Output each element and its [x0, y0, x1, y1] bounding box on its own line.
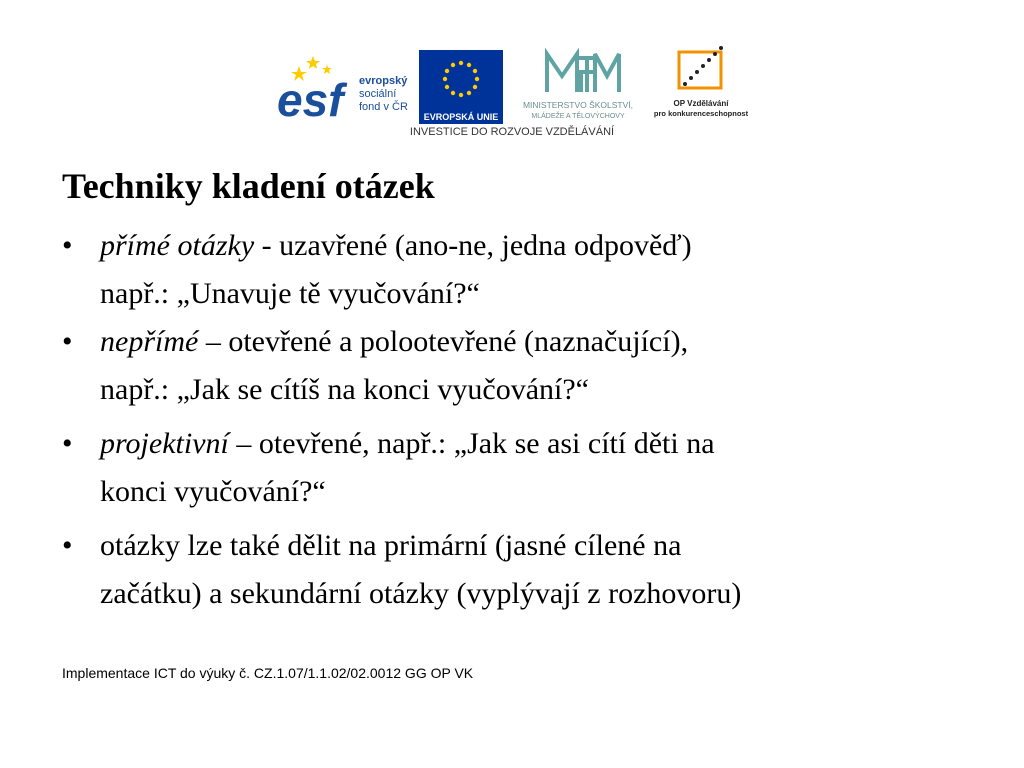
bullet-text-cont: konci vyučování?“ [100, 475, 326, 508]
bullet-dot-icon: • [62, 229, 73, 262]
bullet-dot-icon: • [62, 325, 73, 358]
footer-text: Implementace ICT do výuky č. CZ.1.07/1.1.02/02.0012 GG OP VK [62, 665, 474, 681]
bullet-item [62, 522, 1002, 618]
bullet-term: přímé otázky [100, 229, 255, 262]
eu-caption: EVROPSKÁ UNIE [423, 112, 499, 122]
bullet-item [62, 222, 1002, 318]
bullet-dot-icon: • [62, 529, 73, 562]
svg-text:esf: esf [277, 74, 344, 122]
bullet-text: - uzavřené (ano-ne, jedna odpověď) [254, 229, 692, 262]
msmt-caption-2: MLÁDEŽE A TĚLOVÝCHOVY [531, 113, 625, 120]
bullet-text-cont: např.: „Unavuje tě vyučování?“ [100, 277, 480, 310]
bullet-dot-icon: • [62, 427, 73, 460]
slide-title: Techniky kladení otázek [62, 166, 435, 206]
esf-line-2: sociální [359, 88, 397, 100]
bullet-term: nepřímé [100, 325, 199, 358]
bullet-text: otázky lze také dělit na primární (jasné cílené na [100, 529, 682, 562]
eu-flag-logo [419, 50, 503, 124]
msmt-caption-1: MINISTERSTVO ŠKOLSTVÍ, [522, 100, 634, 110]
bullet-text-cont: např.: „Jak se cítíš na konci vyučování?“ [100, 373, 589, 406]
esf-logo [275, 44, 413, 122]
op-vk-logo [651, 44, 755, 126]
bullet-text: – otevřené, např.: „Jak se asi cítí děti na [228, 427, 715, 460]
esf-line-1: evropský [359, 75, 408, 87]
opvk-caption-1: OP Vzdělávání [673, 99, 729, 108]
esf-line-3: fond v ČR [359, 101, 408, 113]
opvk-caption-2: pro konkurenceschopnost [653, 109, 749, 118]
bullet-term: projektivní [100, 427, 229, 460]
bullet-list [62, 222, 1002, 618]
bullet-text: – otevřené a polootevřené (naznačující), [198, 325, 689, 358]
bullet-item [62, 420, 1002, 516]
logo-band [275, 44, 755, 148]
bullet-item [62, 318, 1002, 414]
msmt-logo [507, 44, 649, 126]
investice-caption: INVESTICE DO ROZVOJE VZDĚLÁVÁNÍ [409, 126, 615, 138]
bullet-text-cont: začátku) a sekundární otázky (vyplývají z rozhovoru) [100, 577, 742, 610]
